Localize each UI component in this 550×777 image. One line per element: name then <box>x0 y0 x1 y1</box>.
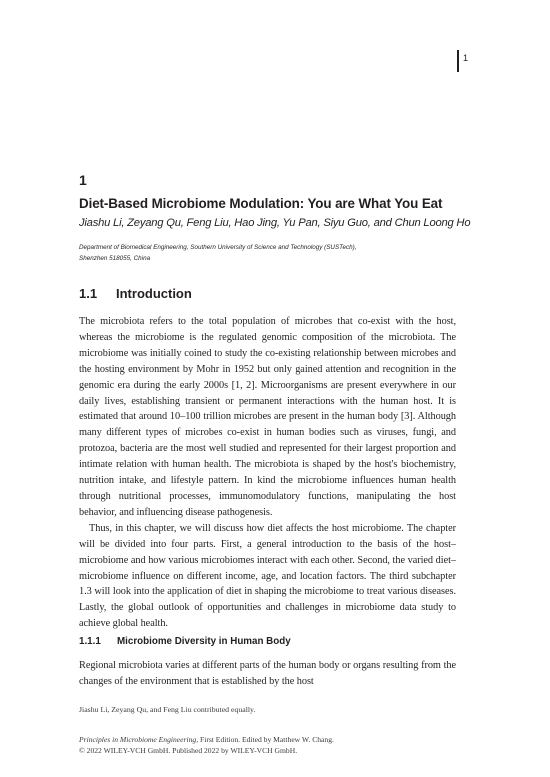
chapter-number: 1 <box>79 172 87 188</box>
section-heading <box>79 286 192 301</box>
section-number: 1.1 <box>79 286 98 301</box>
chapter-title: Diet-Based Microbiome Modulation: You are What You Eat <box>79 196 443 211</box>
subsection-paragraph: Regional microbiota varies at different parts of the human body or organs resulting from the changes of the environment that is established by the host <box>79 660 456 687</box>
edition-editor: , First Edition. Edited by Matthew W. Chang. <box>196 735 334 744</box>
section-title: Introduction <box>116 286 192 301</box>
introduction-body <box>79 314 456 632</box>
affiliation-line-2: Shenzhen 518055, China <box>79 255 151 262</box>
author-affiliation <box>79 242 479 264</box>
page-number-rule <box>457 50 459 72</box>
page-number: 1 <box>463 53 469 63</box>
subsection-heading <box>79 636 291 647</box>
intro-paragraph-1: The microbiota refers to the total population of microbes that co-exist with the host, whereas the microbiome is the regulated genomic composition of the microbiota. The microbiome was initially coined to study the co-existing relationship between microbes and the hosting environment by Mohr in 1952 but only gained attention and recognition in the genomic era during the early 2000s [1, 2]. Microorganisms are present everywhere in our daily lives, establishing transient or permanent interactions with the human host. It is estimated that around 10–100 trillion microbes are present in the human body [3]. Although many different types of microbes co-exist in human bodies such as viruses, fungi, and protozoa, bacteria are the most well studied and represented for their largest proportion and intimate relation with human health. The microbiota is shaped by the host's biochemistry, nutrition intake, and lifestyle pattern. In kind the microbiome influences human health through nutritional processes, immunomodulatory functions, manipulating the host behavior, and influencing disease pathogenesis. <box>79 316 456 518</box>
subsection-number: 1.1.1 <box>79 636 101 647</box>
publication-info <box>79 734 456 756</box>
publication-line-1 <box>79 734 456 745</box>
intro-paragraph-2: Thus, in this chapter, we will discuss how diet affects the host microbiome. The chapter will be divided into four parts. First, a general introduction to the basis of the host–microbiome and how various microbiomes interact with each other. Second, the varied diet–microbiome influence on different income, age, and location factors. The third subchapter 1.3 will look into the application of diet in shaping the microbiome to treat various diseases. Lastly, the global outlook of opportunities and challenges in microbiome data study to achieve global health. <box>79 522 456 630</box>
subsection-title: Microbiome Diversity in Human Body <box>117 636 291 647</box>
chapter-authors: Jiashu Li, Zeyang Qu, Feng Liu, Hao Jing, Yu Pan, Siyu Guo, and Chun Loong Ho <box>79 217 471 229</box>
footnote: Jiashu Li, Zeyang Qu, and Feng Liu contributed equally. <box>79 705 256 714</box>
subsection-body <box>79 658 456 690</box>
publication-line-2: © 2022 WILEY-VCH GmbH. Published 2022 by WILEY-VCH GmbH. <box>79 746 298 755</box>
book-title: Principles in Microbiome Engineering <box>79 735 197 744</box>
affiliation-line-1: Department of Biomedical Engineering, Southern University of Science and Technology (SUSTech), <box>79 244 357 251</box>
